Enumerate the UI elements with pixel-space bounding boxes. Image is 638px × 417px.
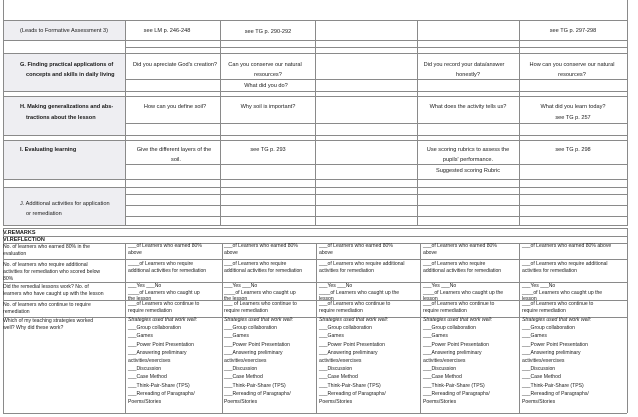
row-e-cell-3-line-10: ___Rereading of Paragraphs/ xyxy=(319,390,386,397)
grid-line-h xyxy=(125,205,627,206)
row-c-cell-5-line-2: ____of Learners who caught up the xyxy=(522,289,603,296)
row-b-label: No. of learners who require additional xyxy=(3,262,88,268)
top-cell-1: see LM p. 246-248 xyxy=(143,28,191,34)
grid-line-v xyxy=(125,20,126,226)
row-c-cell-1-line-2: ____of Learners who caught up xyxy=(128,289,200,296)
row-e-cell-5-line-5: ___Answering preliminary xyxy=(522,349,581,356)
grid-line-v xyxy=(316,243,317,413)
section-j-label: J. Additional activities for application xyxy=(20,201,110,207)
row-d-label: No. of learners who continue to require xyxy=(3,302,91,308)
row-e-cell-4-line-1: Strategies used that work well: xyxy=(423,317,493,323)
row-c-cell-3-line-2: ____of Learners who caught up the xyxy=(319,289,400,296)
row-e-label-2: well? Why did these work? xyxy=(3,325,64,331)
section-g-cell-2: Can you conserve our natural xyxy=(228,62,302,68)
row-a-cell-5-line-1: ___of Learners who earned 80% above xyxy=(522,243,612,249)
row-e-cell-2-line-1: Strategies used that work well: xyxy=(224,317,294,323)
grid-line-v xyxy=(3,0,4,20)
section-g-cell-1: Did you apreciate God's creation? xyxy=(132,62,218,68)
row-b-cell-4-line-1: ___of Learners who require xyxy=(423,261,486,267)
section-i-cell-2: see TG p. 293 xyxy=(250,147,286,153)
grid-line-v xyxy=(519,20,520,226)
row-a-cell-4-line-1: ___of Learners who earned 80% xyxy=(423,243,497,249)
section-i-cell-4: Use scoring rubrics to assess the xyxy=(426,147,510,153)
section-g-cell-4: Did you record your data/answer xyxy=(423,62,505,68)
row-e-cell-5-line-10: ___Rereading of Paragraphs/ xyxy=(522,390,589,397)
row-a-cell-4-line-2: above xyxy=(423,250,437,256)
row-b-cell-4-line-2: additional activities for remediation xyxy=(423,268,502,274)
row-a-label-2: evaluation xyxy=(3,251,27,257)
section-g-label-2: concepts and skills in daily living xyxy=(26,72,115,78)
grid-line-v xyxy=(125,243,126,413)
top-cell-5: see TG p. 297-298 xyxy=(549,28,597,34)
row-c-label: Did the remedial lessons work? No. of xyxy=(3,284,89,290)
grid-line-h xyxy=(125,164,627,165)
row-e-cell-4-line-8: ___Case Method xyxy=(423,374,462,381)
section-h-cell-5: What did you learn today? xyxy=(540,104,606,110)
row-c-cell-1-line-3: the lesson xyxy=(128,296,152,303)
row-e-cell-1-line-8: ___Case Method xyxy=(128,374,167,381)
row-e-cell-5-line-8: ___Case Method xyxy=(522,374,561,381)
section-i-label: I. Evaluating learning xyxy=(20,147,77,153)
row-e-cell-2-line-2: ___Group collaboration xyxy=(224,325,277,332)
section-h-cell-2: Why soil is important? xyxy=(240,104,296,110)
grid-line-v xyxy=(315,20,316,226)
row-c-cell-3-line-1: ___Yes ___No xyxy=(319,283,353,289)
row-e-cell-2-line-7: ___Discussion xyxy=(224,366,258,373)
row-e-cell-5-line-11: Poems/Stories xyxy=(522,399,556,405)
row-e-cell-2-line-9: ___Think-Pair-Share (TPS) xyxy=(224,382,286,389)
section-g-cell-4b: honestly? xyxy=(456,72,480,78)
row-b-cell-3-line-1: ___of Learners who require additional xyxy=(319,261,405,267)
row-b-cell-5-line-2: activities for remediation xyxy=(522,268,577,274)
row-e-cell-3-line-8: ___Case Method xyxy=(319,374,358,381)
row-a-cell-1-line-1: ___of Learners who earned 80% xyxy=(128,243,202,249)
row-b-cell-1-line-1: ____of Learners who require xyxy=(128,261,194,267)
row-b-cell-2-line-1: ___of Learners who require xyxy=(224,261,287,267)
row-c-cell-2-line-2: ____of Learners who caught up xyxy=(224,289,296,296)
reflection-heading: VI.REFLECTION xyxy=(3,237,45,243)
row-e-cell-4-line-11: Poems/Stories xyxy=(423,399,457,405)
row-e-cell-5-line-9: ___Think-Pair-Share (TPS) xyxy=(522,382,584,389)
row-c-cell-4-line-2: ____of Learners who caught up the xyxy=(423,289,504,296)
top-cell-2: see TG p. 290-292 xyxy=(244,29,292,35)
grid-line-h xyxy=(3,413,627,414)
row-e-cell-5-line-1: Strategies used that work well: xyxy=(522,317,592,323)
row-d-cell-1-line-1: ___of Learners who continue to xyxy=(128,301,200,307)
row-c-cell-4-line-1: ___Yes ___No xyxy=(423,283,457,289)
row-c-cell-5-line-3: lesson xyxy=(522,296,537,303)
row-a-cell-2-line-2: above xyxy=(224,250,238,256)
section-g-cell-2c: What did you do? xyxy=(244,83,288,89)
row-a-cell-3-line-1: ___of Learners who earned 80% xyxy=(319,243,393,249)
section-h-label-2: tractions about the lesson xyxy=(26,115,96,121)
row-e-cell-2-line-4: ___Power Point Presentation xyxy=(224,341,290,348)
row-e-cell-3-line-6: activities/exercises xyxy=(319,358,362,364)
row-e-cell-1-line-5: ___Answering preliminary xyxy=(128,349,187,356)
row-b-cell-5-line-1: ___of Learners who require additional xyxy=(522,261,608,267)
row-e-cell-3-line-4: ___Power Point Presentation xyxy=(319,341,385,348)
row-e-cell-2-line-8: ___Case Method xyxy=(224,374,263,381)
row-e-cell-3-line-3: ___Games xyxy=(319,333,344,340)
row-e-cell-4-line-7: ___Discussion xyxy=(423,366,457,373)
grid-line-v xyxy=(222,243,223,413)
row-d-cell-2-line-2: require remediation xyxy=(224,308,268,314)
row-a-cell-3-line-2: above xyxy=(319,250,333,256)
row-e-cell-5-line-2: ___Group collaboration xyxy=(522,325,575,332)
row-e-cell-3-line-1: Strategies used that work well: xyxy=(319,317,389,323)
row-b-label-3: 80% xyxy=(3,276,14,282)
remarks-heading: V.REMARKS xyxy=(3,230,36,236)
section-g-cell-2b: resources? xyxy=(254,72,282,78)
row-c-cell-3-line-3: lesson xyxy=(319,296,334,303)
row-d-cell-4-line-1: ___of Learners who continue to xyxy=(423,301,495,307)
grid-line-h xyxy=(125,216,627,217)
grid-line-v xyxy=(420,243,421,413)
section-h-label: H. Making generalizations and abs- xyxy=(20,104,114,110)
row-e-cell-1-line-2: ___Group collaboration xyxy=(128,325,181,332)
formative-assessment-label: (Leads to Formative Assessment 3) xyxy=(20,28,108,34)
section-j-label-2: or remediation xyxy=(26,211,62,217)
grid-line-h xyxy=(125,47,627,48)
section-g-label: G. Finding practical applications of xyxy=(20,62,114,68)
row-d-cell-4-line-2: require remediation xyxy=(423,308,467,314)
grid-line-h xyxy=(125,194,627,195)
row-e-cell-4-line-2: ___Group collaboration xyxy=(423,325,476,332)
row-c-cell-1-line-1: ___Yes ___No xyxy=(128,283,162,289)
row-d-cell-5-line-1: ___of Learners who continue to xyxy=(522,301,594,307)
row-e-cell-3-line-9: ___Think-Pair-Share (TPS) xyxy=(319,382,381,389)
row-b-cell-2-line-2: additional activities for remediation xyxy=(224,268,303,274)
grid-line-h xyxy=(125,123,627,124)
row-e-cell-1-line-4: ___Power Point Presentation xyxy=(128,341,194,348)
row-e-cell-2-line-11: Poems/Stories xyxy=(224,399,258,405)
row-c-cell-5-line-1: ___Yes ___No xyxy=(522,283,556,289)
row-a-cell-1-line-2: above xyxy=(128,250,142,256)
row-d-cell-3-line-2: require remediation xyxy=(319,308,363,314)
grid-line-v xyxy=(627,243,628,413)
section-i-cell-1b: soil. xyxy=(171,157,181,163)
row-d-cell-1-line-2: require remediation xyxy=(128,308,172,314)
section-i-cell-4c: Suggested scoring Rubric xyxy=(435,168,501,174)
row-e-cell-2-line-10: ___Rereading of Paragraphs/ xyxy=(224,390,291,397)
section-g-cell-5: How can you conserve our natural xyxy=(529,62,615,68)
section-h-cell-1: How can you define soil? xyxy=(143,104,207,110)
row-b-label-2: activities for remediation who scored below xyxy=(3,269,101,275)
section-g-cell-5b: resources? xyxy=(558,72,586,78)
grid-line-v xyxy=(417,20,418,226)
grid-line-v xyxy=(627,228,628,243)
row-e-cell-5-line-7: ___Discussion xyxy=(522,366,556,373)
row-e-label: Which of my teaching strategies worked xyxy=(3,318,94,324)
section-h-cell-4: What does the activity tells us? xyxy=(429,104,507,110)
row-b-cell-3-line-2: activities for remediation xyxy=(319,268,374,274)
section-i-cell-4b: pupils' performance. xyxy=(442,157,494,163)
grid-line-v xyxy=(519,243,520,413)
row-e-cell-1-line-6: activities/exercises xyxy=(128,358,171,364)
grid-line-v xyxy=(220,20,221,226)
row-e-cell-4-line-3: ___Games xyxy=(423,333,448,340)
row-e-cell-1-line-1: Strategies used that work well: xyxy=(128,317,198,323)
row-d-cell-2-line-1: ___ of Learners who continue to xyxy=(224,301,297,307)
row-d-cell-5-line-2: require remediation xyxy=(522,308,566,314)
row-d-label-2: remediation xyxy=(3,309,30,315)
section-i-cell-5: see TG p. 298 xyxy=(555,147,591,153)
section-h-cell-5b: see TG p. 257 xyxy=(555,115,591,121)
row-e-cell-3-line-11: Poems/Stories xyxy=(319,399,353,405)
row-e-cell-4-line-4: ___Power Point Presentation xyxy=(423,341,489,348)
row-e-cell-4-line-9: ___Think-Pair-Share (TPS) xyxy=(423,382,485,389)
row-e-cell-5-line-3: ___Games xyxy=(522,333,547,340)
row-e-cell-1-line-9: ___Think-Pair-Share (TPS) xyxy=(128,382,190,389)
row-e-cell-1-line-10: ___Rereading of Paragraphs/ xyxy=(128,390,195,397)
row-e-cell-4-line-6: activities/exercises xyxy=(423,358,466,364)
row-a-label: No. of learners who earned 80% in the xyxy=(3,244,90,250)
row-e-cell-5-line-4: ___Power Point Presentation xyxy=(522,341,588,348)
row-e-cell-1-line-7: ___Discussion xyxy=(128,366,162,373)
row-e-cell-3-line-5: ___Answering preliminary xyxy=(319,349,378,356)
row-e-cell-1-line-11: Poems/Stories xyxy=(128,399,162,405)
row-e-cell-2-line-6: activities/exercises xyxy=(224,358,267,364)
row-e-cell-3-line-2: ___Group collaboration xyxy=(319,325,372,332)
grid-line-h xyxy=(3,236,627,237)
row-e-cell-1-line-3: ___Games xyxy=(128,333,153,340)
grid-line-h xyxy=(125,79,627,80)
section-i-cell-1: Give the different layers of the xyxy=(136,147,212,153)
row-e-cell-2-line-3: ___Games xyxy=(224,333,249,340)
label-shade-i xyxy=(3,140,125,179)
row-e-cell-4-line-10: ___Rereading of Paragraphs/ xyxy=(423,390,490,397)
grid-line-v xyxy=(3,20,4,226)
row-c-cell-2-line-3: the lesson xyxy=(224,296,248,303)
grid-line-v xyxy=(627,0,628,20)
row-c-label-2: learners who have caught up with the lesson xyxy=(3,291,104,297)
row-b-cell-1-line-2: additional activities for remediation xyxy=(128,268,207,274)
grid-line-h xyxy=(3,259,627,260)
row-a-cell-2-line-1: ___of Learners who earned 80% xyxy=(224,243,298,249)
row-c-cell-4-line-3: lesson xyxy=(423,296,438,303)
grid-line-v xyxy=(627,20,628,226)
row-e-cell-4-line-5: ___Answering preliminary xyxy=(423,349,482,356)
row-e-cell-5-line-6: activities/exercises xyxy=(522,358,565,364)
grid-line-h xyxy=(3,228,627,229)
row-e-cell-3-line-7: ___Discussion xyxy=(319,366,353,373)
row-e-cell-2-line-5: ___Answering preliminary xyxy=(224,349,283,356)
row-c-cell-2-line-1: ___Yes ___No xyxy=(224,283,258,289)
row-d-cell-3-line-1: ___of Learners who continue to xyxy=(319,301,391,307)
